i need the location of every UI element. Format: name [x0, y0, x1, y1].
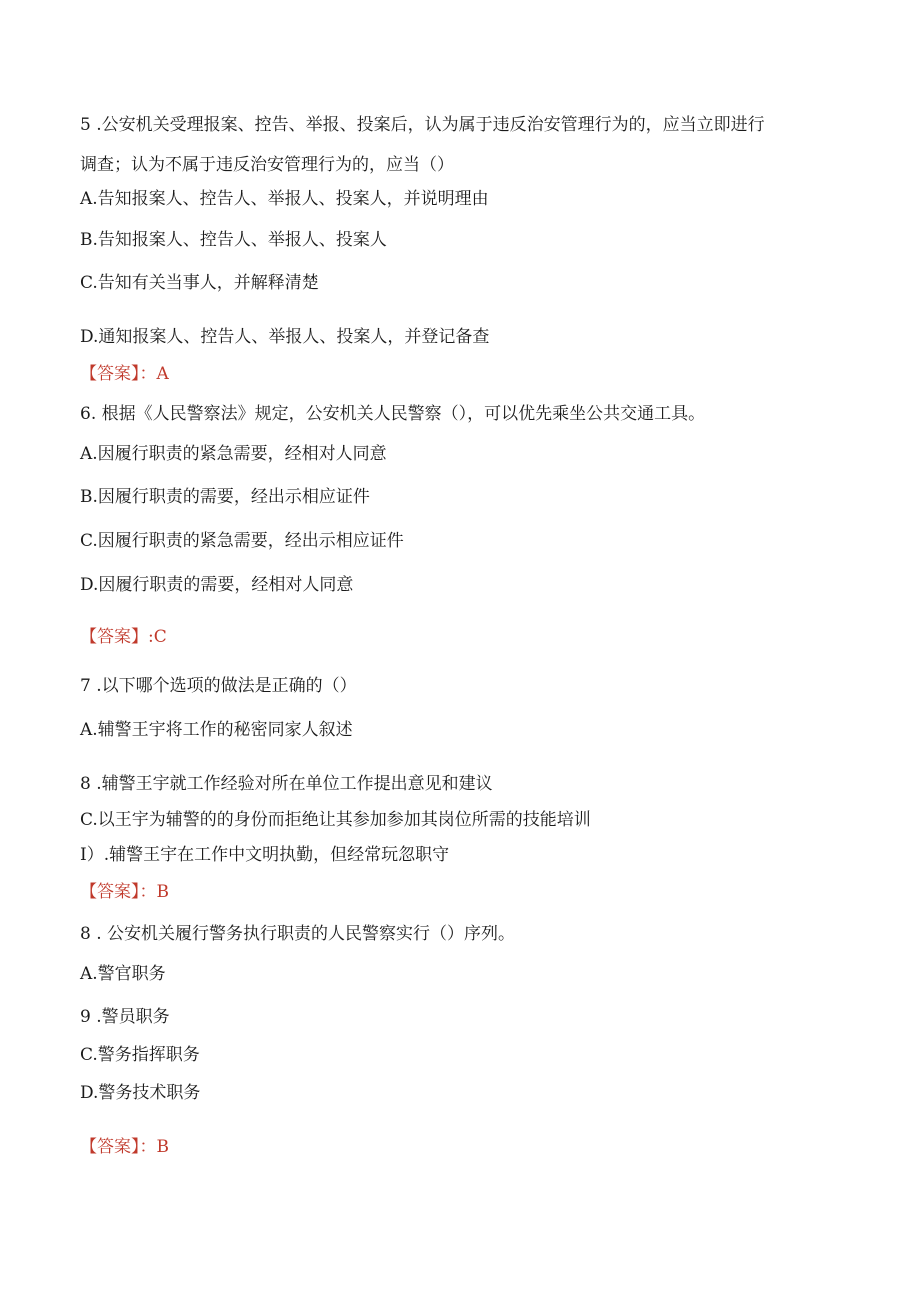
answer-separator: ：: [139, 1137, 157, 1157]
question-7-option-d: I）.辅警王宇在工作中文明执勤，但经常玩忽职守: [80, 845, 450, 865]
question-8-stem: 8 . 公安机关履行警务执行职责的人民警察实行（）序列。: [80, 924, 516, 944]
question-6-answer: [80, 625, 167, 649]
question-8-answer: [80, 1135, 169, 1159]
question-7-answer: [80, 880, 169, 904]
question-6-stem: 6. 根据《人民警察法》规定，公安机关人民警察（），可以优先乘坐公共交通工具。: [80, 404, 706, 424]
question-7-option-b: 8 .辅警王宇就工作经验对所在单位工作提出意见和建议: [80, 774, 493, 794]
question-5-option-a: A.告知报案人、控告人、举报人、投案人，并说明理由: [80, 189, 489, 209]
answer-label: 【答案】: [80, 882, 140, 902]
answer-separator: ：: [139, 364, 157, 384]
question-5-option-b: B.告知报案人、控告人、举报人、投案人: [80, 230, 387, 250]
question-8-option-d: D.警务技术职务: [80, 1083, 201, 1103]
question-7-stem: 7 .以下哪个选项的做法是正确的（）: [80, 676, 357, 696]
question-8-option-b: 9 .警员职务: [80, 1007, 170, 1027]
question-5-option-d: D.通知报案人、控告人、举报人、投案人，并登记备查: [80, 327, 490, 347]
question-5-stem-line-2: 调查；认为不属于违反治安管理行为的，应当（）: [80, 155, 454, 175]
answer-value: B: [156, 1137, 169, 1157]
question-8-option-c: C.警务指挥职务: [80, 1045, 200, 1065]
answer-separator: ：: [139, 882, 157, 902]
answer-value: A: [156, 364, 169, 384]
answer-label: 【答案】: [80, 364, 140, 384]
answer-value: B: [156, 882, 169, 902]
answer-label: 【答案】: [80, 627, 148, 647]
question-6-option-c: C.因履行职责的紧急需要，经出示相应证件: [80, 531, 404, 551]
question-5-stem-line-1: 5 .公安机关受理报案、控告、举报、投案后，认为属于违反治安管理行为的，应当立即进行: [80, 115, 765, 135]
question-5-answer: [80, 362, 169, 386]
question-8-option-a: A.警官职务: [80, 964, 166, 984]
question-6-option-b: B.因履行职责的需要，经出示相应证件: [80, 487, 370, 507]
question-7-option-a: A.辅警王宇将工作的秘密同家人叙述: [80, 720, 353, 740]
answer-value: C: [153, 627, 167, 647]
answer-label: 【答案】: [80, 1137, 140, 1157]
answer-separator: :: [148, 627, 154, 647]
question-5-option-c: C.告知有关当事人，并解释清楚: [80, 273, 319, 293]
question-6-option-d: D.因履行职责的需要，经相对人同意: [80, 575, 354, 595]
question-6-option-a: A.因履行职责的紧急需要，经相对人同意: [80, 444, 387, 464]
question-7-option-c: C.以王宇为辅警的的身份而拒绝让其参加参加其岗位所需的技能培训: [80, 810, 591, 830]
